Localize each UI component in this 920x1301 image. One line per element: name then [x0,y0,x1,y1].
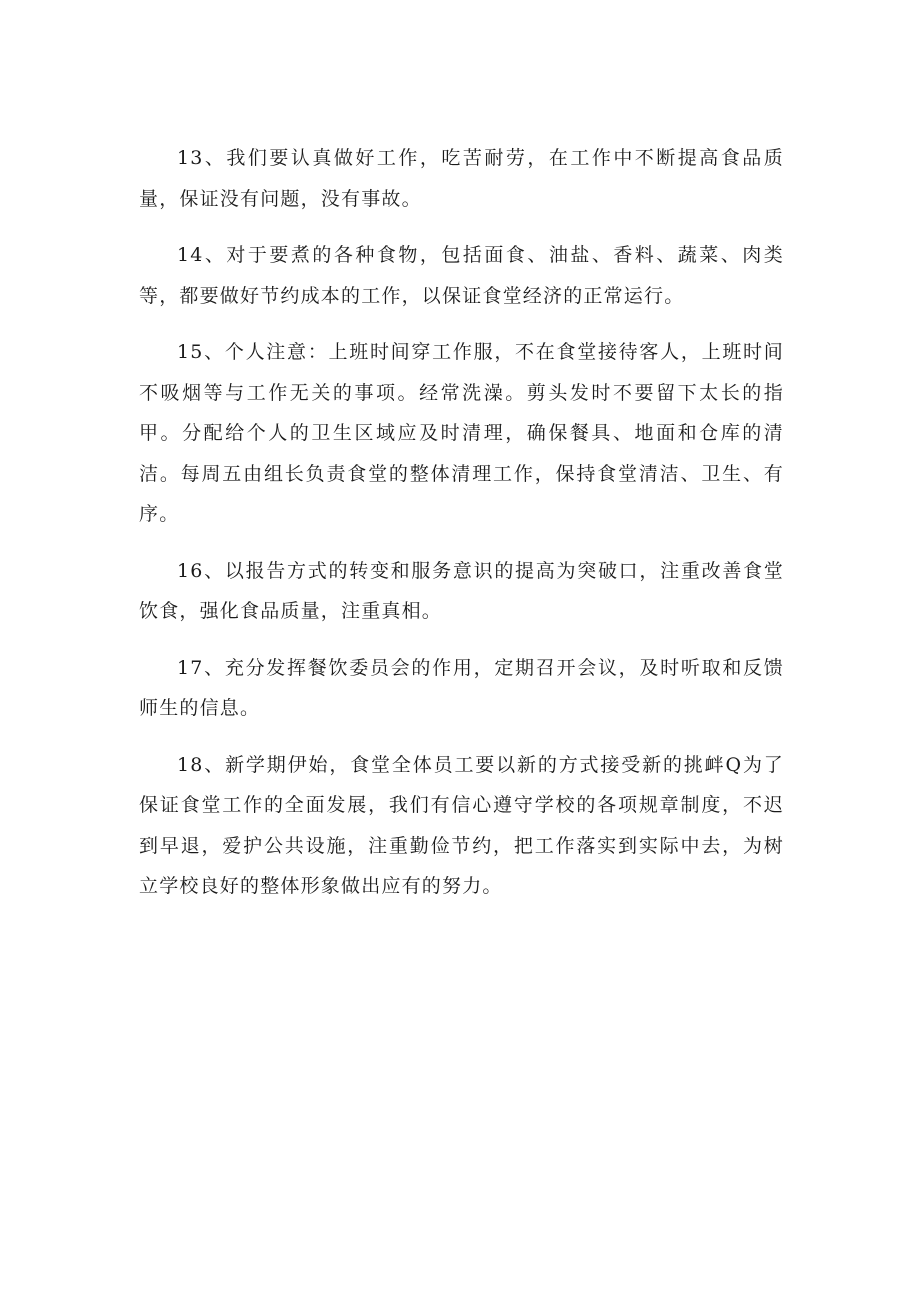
paragraph-13: 13、我们要认真做好工作，吃苦耐劳，在工作中不断提高食品质量，保证没有问题，没有事故。 [139,147,784,210]
paragraph-14: 14、对于要煮的各种食物，包括面食、油盐、香料、蔬菜、肉类等，都要做好节约成本的工作，以保证食堂经济的正常运行。 [139,244,784,307]
document-body [139,138,784,923]
paragraph-17: 17、充分发挥餐饮委员会的作用，定期召开会议，及时听取和反馈师生的信息。 [139,656,784,719]
paragraph-15: 15、个人注意：上班时间穿工作服，不在食堂接待客人，上班时间不吸烟等与工作无关的事项。经常洗澡。剪头发时不要留下太长的指甲。分配给个人的卫生区域应及时清理，确保餐具、地面和仓库的清洁。每周五由组长负责食堂的整体清理工作，保持食堂清洁、卫生、有序。 [139,341,784,525]
paragraph-18: 18、新学期伊始，食堂全体员工要以新的方式接受新的挑衅Q为了保证食堂工作的全面发展，我们有信心遵守学校的各项规章制度，不迟到早退，爱护公共设施，注重勤俭节约，把工作落实到实际中去，为树立学校良好的整体形象做出应有的努力。 [139,753,784,897]
paragraph-16: 16、以报告方式的转变和服务意识的提高为突破口，注重改善食堂饮食，强化食品质量，注重真相。 [139,559,784,622]
